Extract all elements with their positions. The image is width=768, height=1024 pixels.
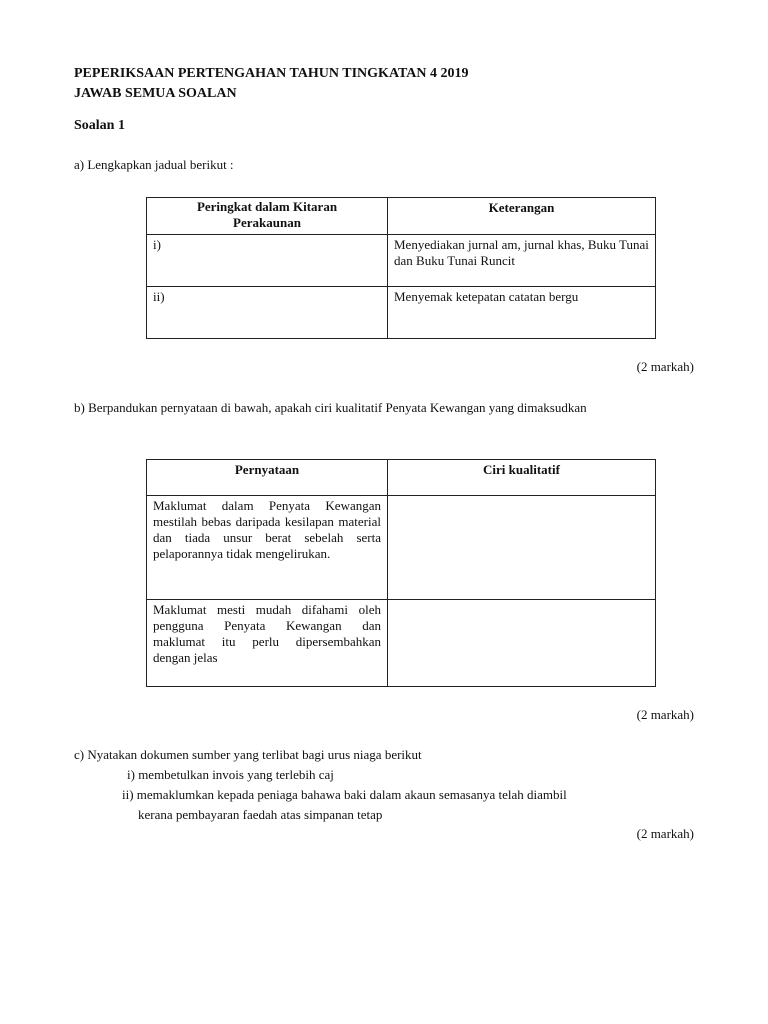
part-a-prompt: a) Lengkapkan jadual berikut : xyxy=(74,157,234,172)
part-b-marks: (2 markah) xyxy=(636,707,694,722)
part-a-row2-desc: Menyemak ketepatan catatan bergu xyxy=(388,287,656,339)
part-a-header-row xyxy=(147,198,656,235)
part-b-header-row xyxy=(147,460,656,496)
table-row xyxy=(147,600,656,687)
part-a-row1-desc: Menyediakan jurnal am, jurnal khas, Buku Tunai dan Buku Tunai Runcit xyxy=(388,235,656,287)
part-b-col2-header: Ciri kualitatif xyxy=(388,460,656,496)
part-a-table xyxy=(146,197,656,339)
part-c-item-1: i) membetulkan invois yang terlebih caj xyxy=(127,767,334,782)
part-a-row1-num: i) xyxy=(147,235,388,287)
part-b-row2-answer xyxy=(388,600,656,687)
part-a-marks: (2 markah) xyxy=(636,359,694,374)
table-row xyxy=(147,496,656,600)
part-a-col1-header: Peringkat dalam Kitaran Perakaunan xyxy=(147,198,388,235)
table-row xyxy=(147,287,656,339)
part-b-row2-statement: Maklumat mesti mudah difahami oleh pengguna Penyata Kewangan dan maklumat itu perlu dipersembahkan dengan jelas xyxy=(147,600,388,687)
part-b-prompt: b) Berpandukan pernyataan di bawah, apakah ciri kualitatif Penyata Kewangan yang dimaksudkan xyxy=(74,400,587,415)
part-a-col2-header: Keterangan xyxy=(388,198,656,235)
part-b-table xyxy=(146,459,656,687)
part-b-col1-header: Pernyataan xyxy=(147,460,388,496)
part-b-row1-statement: Maklumat dalam Penyata Kewangan mestilah bebas daripada kesilapan material dan tiada unsur berat sebelah serta pelaporannya tidak mengelirukan. xyxy=(147,496,388,600)
exam-title: PEPERIKSAAN PERTENGAHAN TAHUN TINGKATAN 4 2019 xyxy=(74,66,469,81)
table-row xyxy=(147,235,656,287)
part-c-prompt: c) Nyatakan dokumen sumber yang terlibat bagi urus niaga berikut xyxy=(74,747,422,762)
part-c-marks: (2 markah) xyxy=(636,826,694,841)
part-b-row1-answer xyxy=(388,496,656,600)
part-a-row2-num: ii) xyxy=(147,287,388,339)
part-c-item-2-continued: kerana pembayaran faedah atas simpanan tetap xyxy=(138,807,383,822)
question-label: Soalan 1 xyxy=(74,118,125,133)
exam-instruction: JAWAB SEMUA SOALAN xyxy=(74,86,237,101)
part-c-item-2: ii) memaklumkan kepada peniaga bahawa baki dalam akaun semasanya telah diambil xyxy=(122,787,567,802)
